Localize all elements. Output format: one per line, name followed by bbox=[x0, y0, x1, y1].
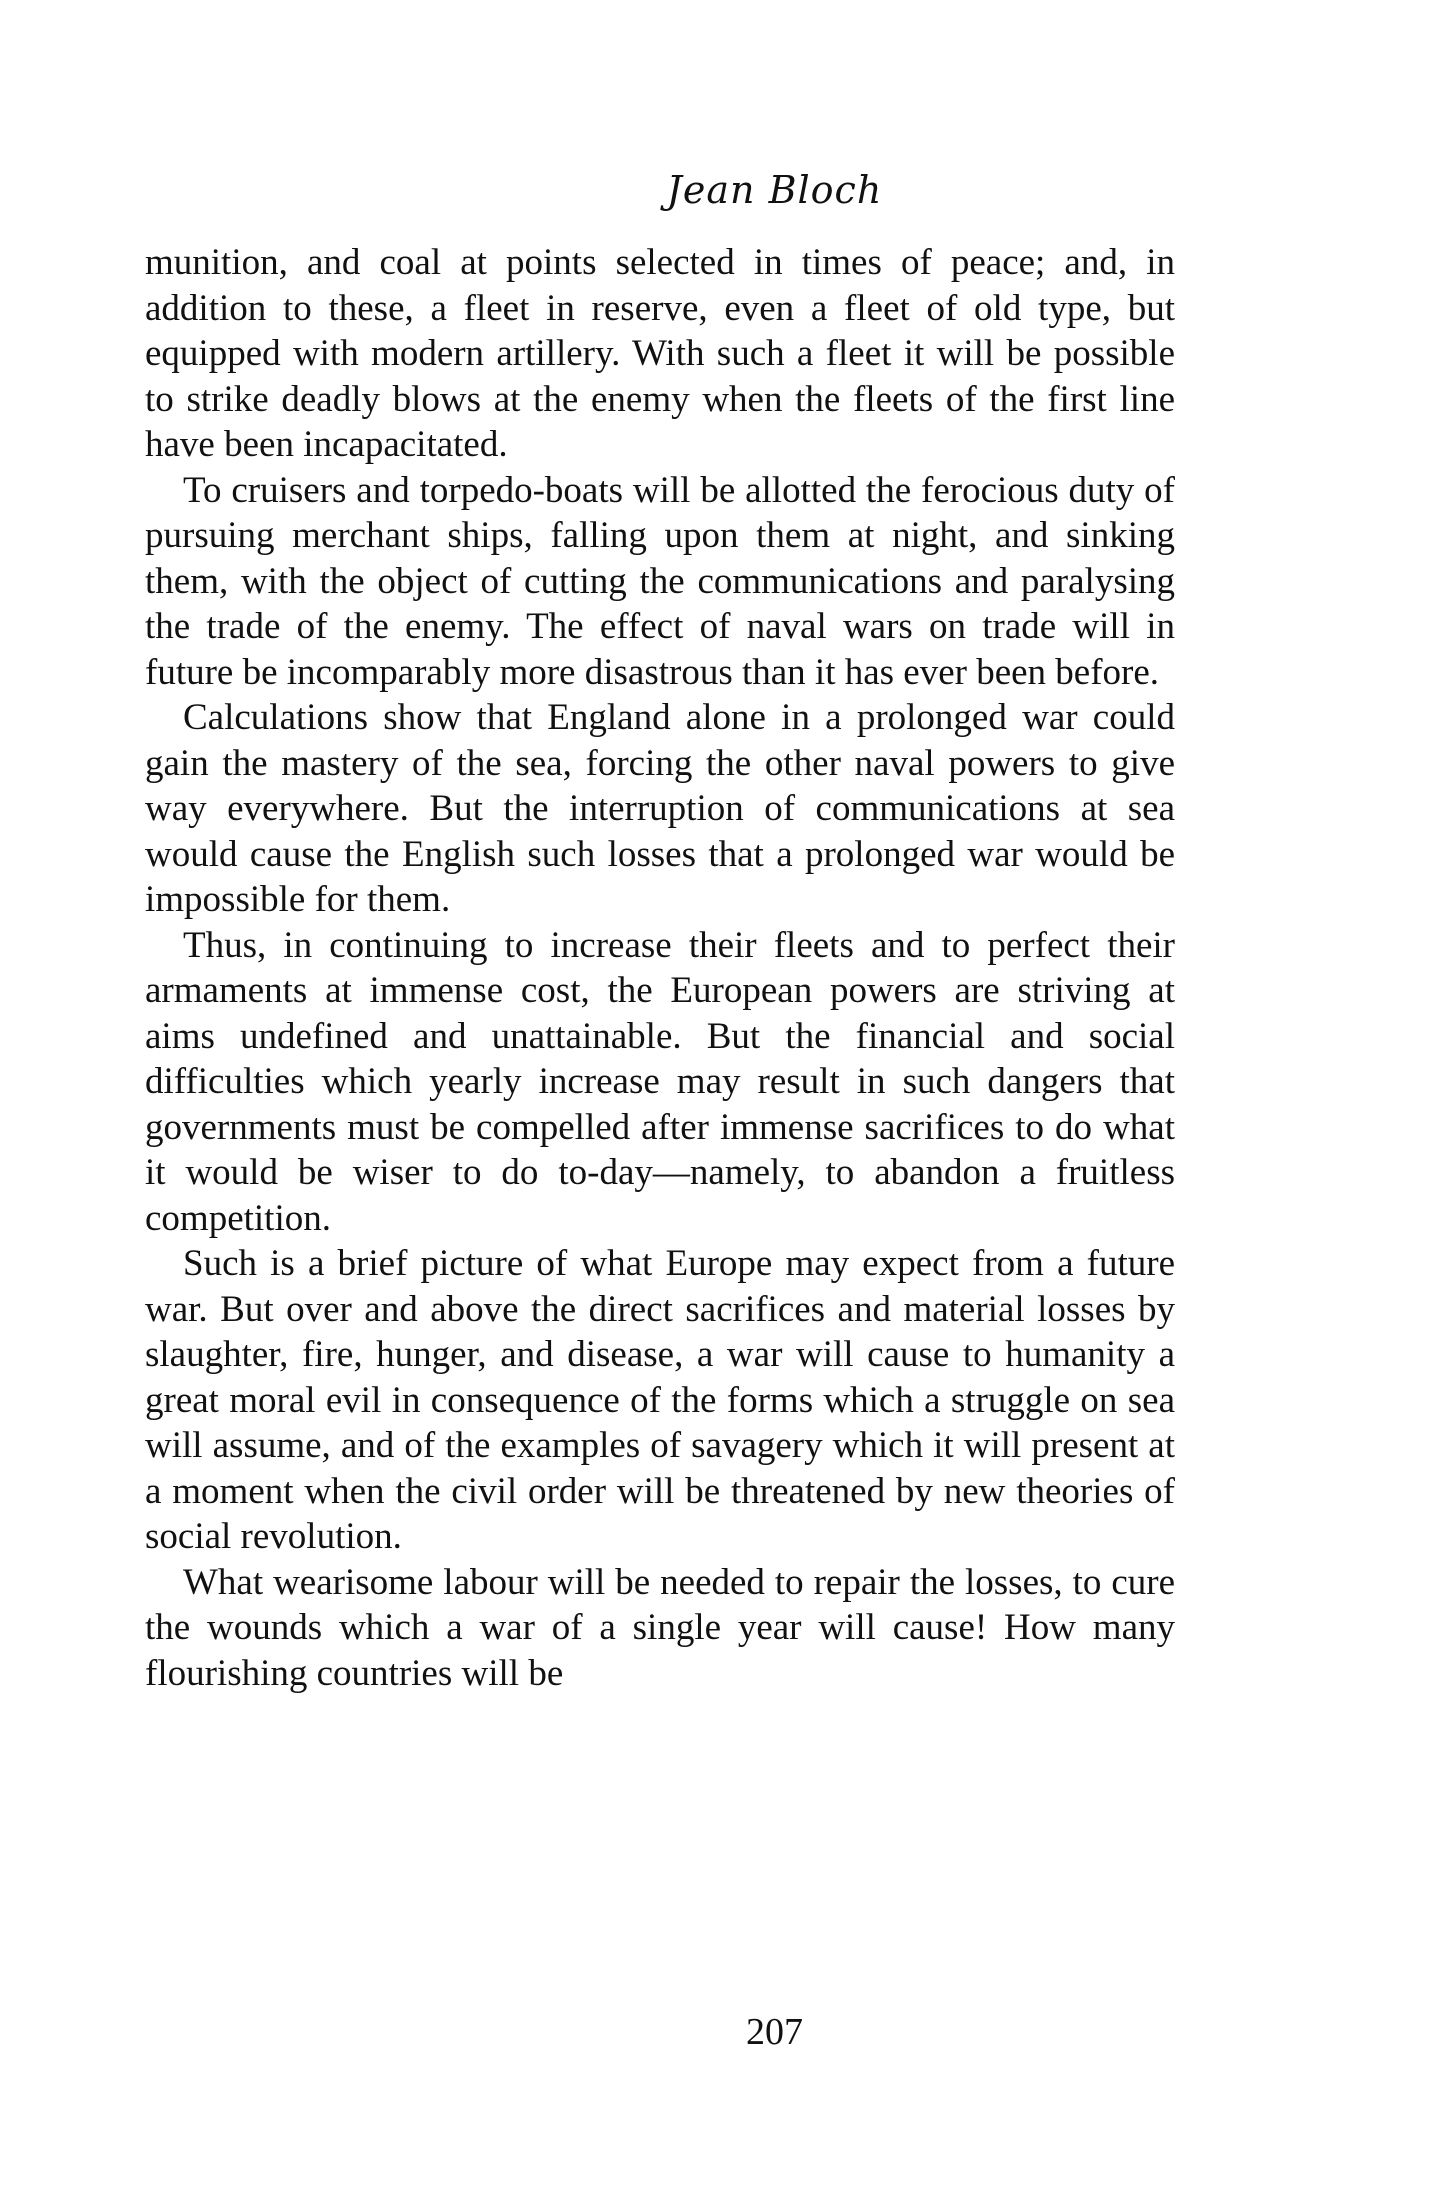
paragraph: Thus, in continuing to increase their fleets and to perfect their armaments at immense cost, the European powers are striving at aims undefined and unattainable. But the financial and social difficulties which yearly increase may result in such dangers that governments must be compelled after immense sacrifices to do what it would be wiser to do to-day—namely, to abandon a fruitless competition. bbox=[145, 924, 1175, 1239]
paragraph: What wearisome labour will be needed to repair the losses, to cure the wounds which a war of a single year will cause! How many flourishing countries will be bbox=[145, 1561, 1175, 1694]
page-number: 207 bbox=[746, 2011, 803, 2053]
paragraph: munition, and coal at points selected in times of peace; and, in addition to these, a fleet in reserve, even a fleet of old type, but equipped with modern artillery. With such a fleet it will be possible to strike deadly blows at the enemy when the fleets of the first line have been incapacitated. bbox=[145, 242, 1175, 465]
paragraph: To cruisers and torpedo-boats will be allotted the ferocious duty of pursuing merchant ships, falling upon them at night, and sinking them, with the object of cutting the communications and paralysing the trade of the enemy. The effect of naval wars on trade will in future be incomparably more disastrous than it has ever been before. bbox=[145, 469, 1175, 693]
running-head: Jean Bloch bbox=[666, 168, 883, 212]
paragraph: Such is a brief picture of what Europe may expect from a future war. But over and above the direct sacrifices and material losses by slaughter, fire, hunger, and disease, a war will cause to humanity a great moral evil in consequence of the forms which a struggle on sea will assume, and of the examples of savagery which it will present at a moment when the civil order will be threatened by new theories of social revolution. bbox=[145, 1243, 1175, 1557]
paragraph: Calculations show that England alone in a prolonged war could gain the mastery of the sea, forcing the other naval powers to give way everywhere. But the interruption of communications at sea would cause the English such losses that a prolonged war would be impossible for them. bbox=[145, 697, 1175, 920]
body-text bbox=[145, 240, 1175, 1696]
